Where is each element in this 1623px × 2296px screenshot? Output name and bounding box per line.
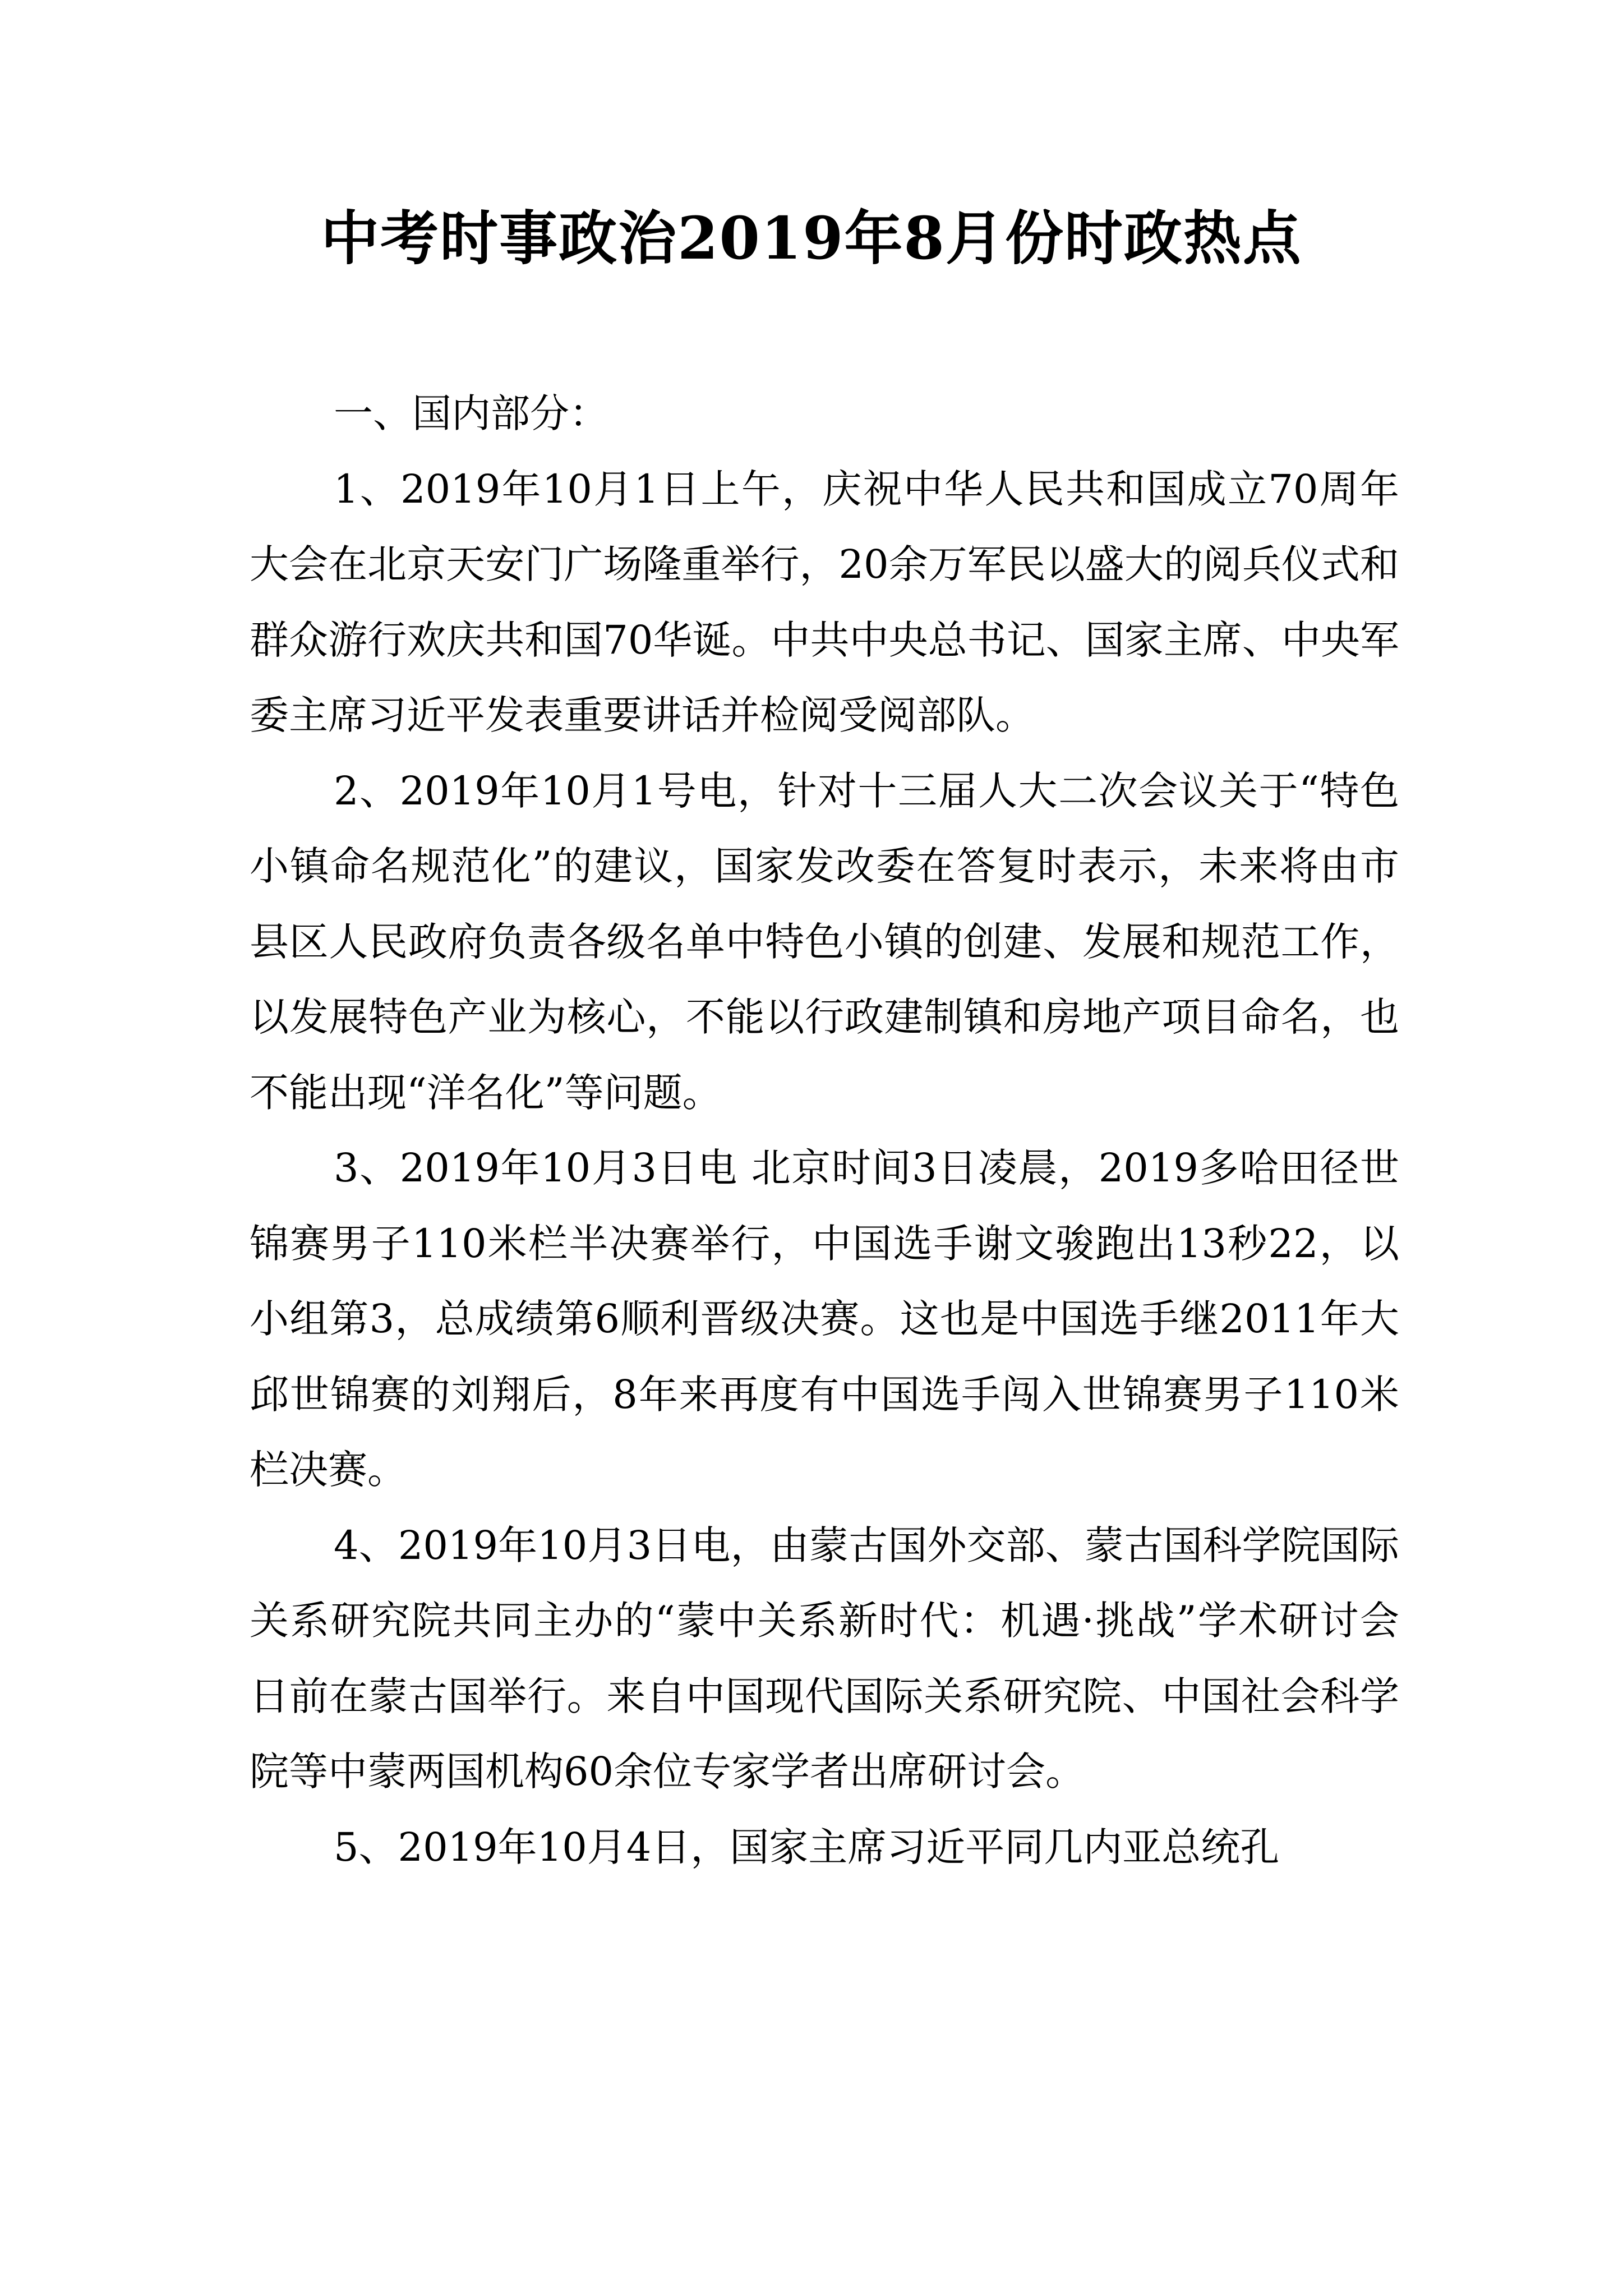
paragraph-5: 5、2019年10月4日，国家主席习近平同几内亚总统孔 (334, 1824, 1280, 1870)
document-body (250, 376, 1399, 1885)
paragraph-1: 1、2019年10月1日上午，庆祝中华人民共和国成立70周年大会在北京天安门广场隆重举行，20余万军民以盛大的阅兵仪式和群众游行欢庆共和国70华诞。中共中央总书记、国家主席、中央军委主席习近平发表重要讲话并检阅受阅部队。 (250, 466, 1399, 738)
paragraph-2: 2、2019年10月1号电，针对十三届人大二次会议关于“特色小镇命名规范化”的建议，国家发改委在答复时表示，未来将由市县区人民政府负责各级名单中特色小镇的创建、发展和规范工作，以发展特色产业为核心，不能以行政建制镇和房地产项目命名，也不能出现“洋名化”等问题。 (250, 767, 1399, 1116)
section-heading: 一、国内部分： (334, 390, 608, 436)
paragraph-4: 4、2019年10月3日电，由蒙古国外交部、蒙古国科学院国际关系研究院共同主办的“蒙中关系新时代：机遇·挑战”学术研讨会日前在蒙古国举行。来自中国现代国际关系研究院、中国社会科学院等中蒙两国机构60余位专家学者出席研讨会。 (250, 1522, 1399, 1795)
document-title: 中考时事政治2019年8月份时政热点 (321, 204, 1302, 273)
paragraph-3: 3、2019年10月3日电 北京时间3日凌晨，2019多哈田径世锦赛男子110米栏半决赛举行，中国选手谢文骏跑出13秒22，以小组第3，总成绩第6顺利晋级决赛。这也是中国选手继2011年大邱世锦赛的刘翔后，8年来再度有中国选手闯入世锦赛男子110米栏决赛。 (250, 1145, 1399, 1493)
